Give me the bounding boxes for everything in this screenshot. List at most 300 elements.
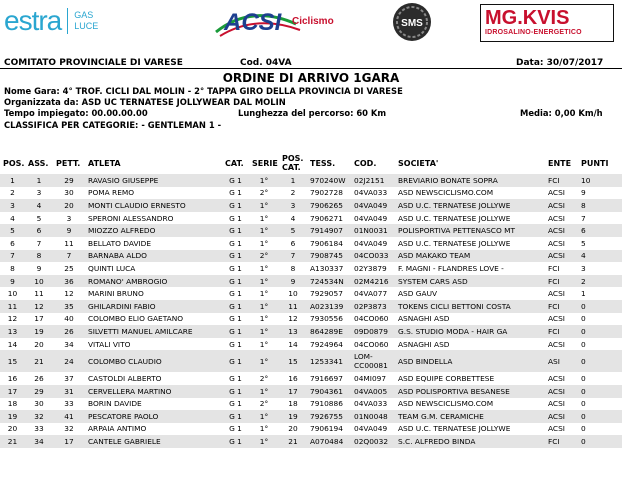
cell-pos: 13 [0,325,25,338]
cell-pos-cat: 11 [279,300,307,313]
cell-cat: G 1 [222,250,249,263]
table-row [0,338,622,351]
cell-pett: 7 [53,250,85,263]
cell-pos-cat: 10 [288,289,298,299]
cell-pos-cat: 20 [288,424,298,434]
table-row [0,287,622,300]
estra-wordmark: estra [4,5,62,36]
cell-pos-cat: 15 [279,350,307,372]
cell-pett: 36 [53,275,85,288]
cell-pett: 29 [53,174,85,187]
cell-pos: 20 [7,424,18,434]
cell-pett: 26 [53,325,85,338]
cell-tess: 1253341 [307,350,351,372]
cell-cod: 02Y3879 [354,263,387,273]
cell-cat: G 1 [229,339,242,349]
estra-gas-luce: GAS LUCE [74,10,99,31]
cell-societa: BREVIARIO BONATE SOPRA [395,174,545,187]
cell-ass: 29 [25,385,53,398]
cell-ass: 3 [36,188,42,198]
cell-pos-cat: 2 [290,188,296,198]
cell-atleta: MIOZZO ALFREDO [85,224,222,237]
cell-ass: 21 [25,350,53,372]
cell-atleta: ARPAIA ANTIMO [88,424,147,434]
cell-punti: 0 [578,385,622,398]
cell-pett: 9 [53,224,85,237]
cell-punti: 0 [578,350,622,372]
col-pett: PETT. [56,158,81,168]
col-societa: SOCIETA' [398,158,439,168]
cell-serie: 1° [249,174,279,187]
cell-serie: 1° [259,424,269,434]
cell-societa: G.S. STUDIO MODA - HAIR GA [395,325,545,338]
cell-societa: POLISPORTIVA PETTENASCO MT [395,224,545,237]
cell-punti: 0 [581,399,586,409]
cell-pett: 35 [53,300,85,313]
cell-pos: 15 [0,350,25,372]
cell-cat: G 1 [229,289,242,299]
cell-ente: ACSI [548,188,565,198]
cell-societa: ASNAGHI ASD [398,339,450,349]
cell-pos: 10 [7,289,18,299]
cell-societa: SYSTEM CARS ASD [395,275,545,288]
cell-cod: 04VA033 [354,188,388,198]
cell-ente: ACSI [545,224,578,237]
cell-atleta: GHILARDINI FABIO [85,300,222,313]
cell-tess: 7926755 [307,410,351,423]
cell-ass: 34 [25,435,53,448]
classification: CLASSIFICA PER CATEGORIE: - GENTLEMAN 1 - [4,120,222,130]
cell-atleta: BORIN DAVIDE [88,399,142,409]
table-row [0,313,622,326]
cell-serie: 1° [249,199,279,212]
race-date: Data: 30/07/2017 [516,58,604,68]
col-tess: TESS. [310,158,336,168]
cell-tess: 7924964 [310,339,343,349]
cell-pos: 3 [0,199,25,212]
cell-tess: 7902728 [310,188,343,198]
cell-societa: TOKENS CICLI BETTONI COSTA [395,300,545,313]
cell-punti: 4 [578,250,622,263]
cell-tess: A130337 [310,263,344,273]
cell-serie: 1° [259,314,269,324]
cell-atleta: RAVASIO GIUSEPPE [85,174,222,187]
cell-cat: G 1 [229,238,242,248]
cell-pett: 40 [64,314,74,324]
cell-punti: 8 [578,199,622,212]
cell-cod: 04CO060 [354,314,389,324]
cell-pett: 30 [64,188,74,198]
cell-punti: 0 [578,325,622,338]
acsi-ciclismo: Ciclismo [292,16,334,27]
cell-serie: 1° [249,385,279,398]
table-row [0,262,622,275]
cell-ente: ACSI [548,314,565,324]
cell-tess: 7906194 [310,424,343,434]
cell-cat: G 1 [222,385,249,398]
cell-atleta: MONTI CLAUDIO ERNESTO [85,199,222,212]
cell-pos-cat: 8 [290,263,296,273]
col-serie: SERIE [252,158,278,168]
cell-cod: 01N0031 [351,224,395,237]
cell-societa: ASD MAKAKO TEAM [395,250,545,263]
cell-ente: FCI [545,174,578,187]
cell-ente: FCI [545,435,578,448]
cell-punti: 7 [581,213,586,223]
table-row [0,275,622,288]
cell-pos: 12 [7,314,18,324]
cell-cod: 02M4216 [351,275,395,288]
col-ente: ENTE [548,158,572,168]
cell-serie: 1° [259,339,269,349]
cell-pos-cat: 16 [288,374,298,384]
cell-societa: ASD GAUV [398,289,438,299]
cell-cat: G 1 [222,435,249,448]
col-pos: POS. [3,158,25,168]
cell-punti: 2 [578,275,622,288]
cell-tess: 7906271 [310,213,343,223]
cell-ass: 30 [34,399,44,409]
cell-societa: ASD U.C. TERNATESE JOLLYWE [395,199,545,212]
table-row [0,410,622,423]
cell-tess: 724534N [307,275,351,288]
cell-pos: 11 [0,300,25,313]
cell-pos: 5 [0,224,25,237]
cell-pett: 25 [64,263,74,273]
cell-serie: 1° [259,213,269,223]
committee-code: Cod. 04VA [240,58,292,68]
cell-pos-cat: 21 [279,435,307,448]
cell-cod: 04VA033 [354,399,388,409]
cell-ente: ACSI [548,424,565,434]
cell-ente: FCI [545,325,578,338]
cell-serie: 2° [249,250,279,263]
cell-tess: 7929057 [310,289,343,299]
table-header-row [0,152,622,174]
cell-ass: 11 [34,289,44,299]
cell-pett: 32 [64,424,74,434]
cell-cod: 04CO033 [351,250,395,263]
cell-serie: 2° [259,399,269,409]
cell-tess: 7906265 [307,199,351,212]
cell-cod: LOM-CC00081 [351,350,395,372]
cell-cat: G 1 [222,350,249,372]
cell-punti: 10 [578,174,622,187]
table-body [0,174,622,448]
cell-serie: 2° [259,188,269,198]
cell-atleta: COLOMBO CLAUDIO [85,350,222,372]
cell-cat: G 1 [229,314,242,324]
cell-societa: ASD NEWSCICLISMO.COM [398,188,494,198]
cell-punti: 0 [578,300,622,313]
cell-cat: G 1 [222,199,249,212]
cell-tess: 864289E [307,325,351,338]
cell-cat: G 1 [229,188,242,198]
cell-ass: 12 [25,300,53,313]
cell-ass: 32 [25,410,53,423]
table-row [0,250,622,263]
cell-atleta: BARNABA ALDO [85,250,222,263]
cell-ente: ACSI [545,199,578,212]
cell-cod: 02Q0032 [351,435,395,448]
cell-tess: 7904361 [307,385,351,398]
table-row [0,174,622,187]
cell-pos: 14 [7,339,18,349]
cell-cod: 01N0048 [351,410,395,423]
page-title: ORDINE DI ARRIVO 1GARA [222,71,400,85]
cell-ass: 9 [36,263,42,273]
cell-ente: ACSI [548,374,565,384]
cell-serie: 1° [259,289,269,299]
cell-cat: G 1 [229,213,242,223]
cell-cat: G 1 [229,424,242,434]
cell-serie: 1° [249,350,279,372]
cell-pos: 1 [0,174,25,187]
cell-ente: ACSI [545,250,578,263]
cell-ass: 19 [25,325,53,338]
table-row [0,212,622,225]
cell-ente: FCI [548,263,560,273]
cell-ente: ACSI [548,289,565,299]
cell-tess: 7914907 [307,224,351,237]
cell-serie: 2° [259,374,269,384]
cell-punti: 6 [578,224,622,237]
table-row [0,372,622,385]
estra-logo [4,4,98,38]
cell-ente: ACSI [545,385,578,398]
cell-pos: 6 [10,238,15,248]
cell-pos-cat: 17 [279,385,307,398]
cell-ente: ASI [545,350,578,372]
col-pos-cat: POS. CAT. [282,154,304,172]
cell-societa: S.C. ALFREDO BINDA [395,435,545,448]
cell-pos: 9 [0,275,25,288]
cell-tess: 7910886 [310,399,343,409]
estra-divider [67,8,68,34]
mgkvis-wordmark: MG.KVIS [485,7,570,29]
cell-cod: 04VA005 [351,385,395,398]
cell-ass: 1 [25,174,53,187]
cell-pett: 24 [53,350,85,372]
cell-cat: G 1 [222,325,249,338]
mgkvis-subtitle: IDROSALINO-ENERGETICO [485,29,582,36]
cell-pett: 11 [64,238,74,248]
cell-atleta: ROMANO' AMBROGIO [85,275,222,288]
cell-ass: 20 [34,339,44,349]
cell-cat: G 1 [222,410,249,423]
table-row [0,350,622,372]
cell-atleta: CASTOLDI ALBERTO [88,374,162,384]
col-punti: PUNTI [581,158,609,168]
table-row [0,199,622,212]
cell-pos-cat: 12 [288,314,298,324]
header-rule [0,68,622,69]
cell-punti: 0 [581,339,586,349]
cell-atleta: COLOMBO ELIO GAETANO [88,314,184,324]
cell-pos-cat: 19 [279,410,307,423]
cell-tess: 970240W [307,174,351,187]
cell-ass: 7 [36,238,42,248]
cell-pos-cat: 18 [288,399,298,409]
table-row [0,300,622,313]
cell-ass: 5 [36,213,42,223]
committee-name: COMITATO PROVINCIALE DI VARESE [4,58,183,68]
cell-tess: A023139 [307,300,351,313]
cell-cod: 04MI097 [354,374,387,384]
cell-pos-cat: 7 [279,250,307,263]
organizer: Organizzata da: ASD UC TERNATESE JOLLYWEAR DAL MOLIN [4,97,286,107]
table-row [0,435,622,448]
cell-pos-cat: 13 [279,325,307,338]
cell-pos: 7 [0,250,25,263]
cell-pos-cat: 9 [279,275,307,288]
cell-cat: G 1 [222,174,249,187]
cell-ente: FCI [545,275,578,288]
cell-pett: 41 [53,410,85,423]
cell-pett: 20 [53,199,85,212]
cell-atleta: VITALI VITO [88,339,131,349]
cell-pett: 37 [64,374,74,384]
cell-pett: 3 [66,213,72,223]
cell-pett: 33 [64,399,74,409]
cell-cod: 04VA077 [354,289,388,299]
cell-ass: 33 [34,424,44,434]
cell-societa: ASNAGHI ASD [398,314,450,324]
cell-societa: ASD U.C. TERNATESE JOLLYWE [398,238,511,248]
cell-cod: 04CO060 [354,339,389,349]
cell-punti: 0 [581,314,586,324]
cell-cod: 02J2151 [351,174,395,187]
cell-ente: ACSI [548,213,565,223]
acsi-logo [206,2,336,44]
cell-societa: ASD BINDELLA [395,350,545,372]
col-atleta: ATLETA [88,158,121,168]
table-row [0,398,622,411]
mgkvis-logo [480,4,614,42]
cell-ente: ACSI [548,399,565,409]
sms-wordmark: SMS [401,18,423,29]
cell-pett: 31 [53,385,85,398]
cell-ass: 17 [34,314,44,324]
cell-pos-cat: 3 [279,199,307,212]
cell-serie: 1° [249,275,279,288]
cell-cod: 04VA049 [354,424,388,434]
cell-punti: 0 [581,424,586,434]
results-table [0,152,622,448]
race-name: Nome Gara: 4° TROF. CICLI DAL MOLIN - 2° TAPPA GIRO DELLA PROVINCIA DI VARESE [4,86,403,96]
cell-serie: 1° [249,410,279,423]
table-row [0,237,622,250]
cell-atleta: MARINI BRUNO [88,289,144,299]
cell-punti: 0 [581,374,586,384]
cell-cod: 09D0879 [351,325,395,338]
cell-atleta: CERVELLERA MARTINO [85,385,222,398]
cell-pos: 17 [0,385,25,398]
cell-serie: 1° [249,325,279,338]
cell-pos-cat: 5 [279,224,307,237]
course-length: Lunghezza del percorso: 60 Km [238,108,387,118]
cell-societa: ASD POLISPORTIVA BESANESE [395,385,545,398]
table-row [0,224,622,237]
cell-serie: 1° [259,238,269,248]
cell-pos: 2 [10,188,15,198]
cell-cat: G 1 [222,275,249,288]
cell-cod: 04VA049 [354,213,388,223]
table-row [0,385,622,398]
cell-pett: 34 [64,339,74,349]
cell-cat: G 1 [222,224,249,237]
col-cod: COD. [354,158,377,168]
cell-atleta: PESCATORE PAOLO [85,410,222,423]
cell-ass: 26 [34,374,44,384]
cell-societa: F. MAGNI - FLANDRES LOVE - [398,263,504,273]
cell-pett: 12 [64,289,74,299]
logo-bar [0,0,622,48]
cell-cat: G 1 [229,374,242,384]
cell-punti: 0 [578,435,622,448]
cell-cat: G 1 [229,263,242,273]
cell-serie: 1° [249,224,279,237]
cell-cod: 04VA049 [351,199,395,212]
cell-societa: ASD U.C. TERNATESE JOLLYWE [398,213,511,223]
cell-pos: 8 [10,263,15,273]
cell-atleta: SILVETTI MANUEL AMILCARE [85,325,222,338]
cell-tess: 7906184 [310,238,343,248]
cell-societa: ASD EQUIPE CORBETTESE [398,374,495,384]
cell-ass: 6 [25,224,53,237]
time-taken: Tempo impiegato: 00.00.00.00 [4,108,148,118]
col-ass: ASS. [28,158,49,168]
cell-ente: ACSI [548,238,565,248]
cell-ass: 8 [25,250,53,263]
cell-societa: ASD U.C. TERNATESE JOLLYWE [398,424,511,434]
cell-ente: FCI [545,300,578,313]
cell-tess: 7930556 [310,314,343,324]
table-row [0,325,622,338]
cell-punti: 3 [581,263,586,273]
cell-pos: 19 [0,410,25,423]
cell-serie: 1° [249,435,279,448]
average-speed: Media: 0,00 Km/h [520,108,603,118]
cell-tess: 7908745 [307,250,351,263]
cell-pett: 17 [53,435,85,448]
cell-cat: G 1 [222,300,249,313]
table-row [0,423,622,436]
cell-pos-cat: 1 [279,174,307,187]
table-row [0,187,622,200]
cell-tess: 7916697 [310,374,343,384]
cell-ente: ACSI [545,410,578,423]
cell-ass: 10 [25,275,53,288]
cell-pos-cat: 14 [288,339,298,349]
cell-atleta: CANTELE GABRIELE [85,435,222,448]
cell-serie: 1° [259,263,269,273]
cell-ass: 4 [25,199,53,212]
cell-punti: 0 [578,410,622,423]
cell-pos-cat: 6 [290,238,296,248]
cell-pos-cat: 4 [290,213,296,223]
cell-punti: 5 [581,238,586,248]
cell-ente: ACSI [548,339,565,349]
cell-atleta: POMA REMO [88,188,135,198]
cell-atleta: BELLATO DAVIDE [88,238,152,248]
cell-pos: 21 [0,435,25,448]
cell-cod: 02P3873 [351,300,395,313]
cell-tess: A070484 [307,435,351,448]
cell-atleta: SPERONI ALESSANDRO [88,213,174,223]
cell-punti: 1 [581,289,586,299]
sms-logo [390,0,434,44]
